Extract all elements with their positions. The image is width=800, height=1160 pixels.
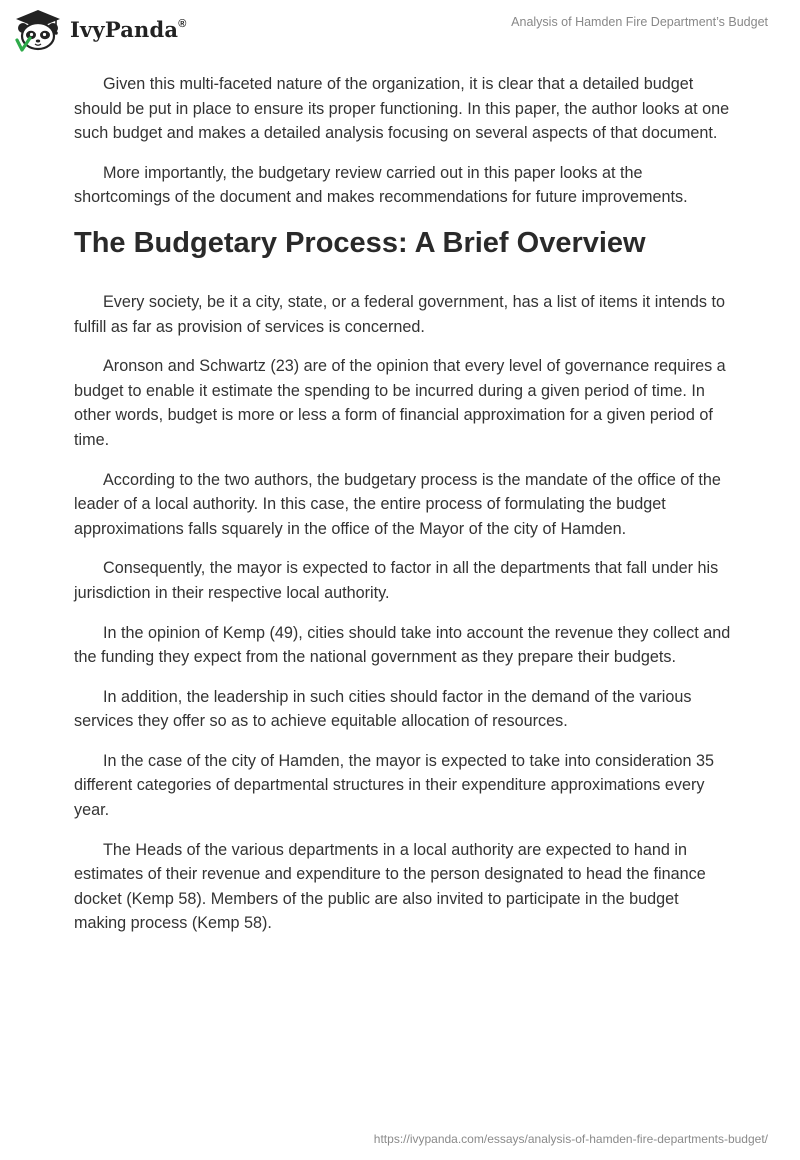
paragraph: Aronson and Schwartz (23) are of the opinion that every level of governance requires a budget to enable it estimate the spending to be incurred during a given period of time. In other words, budget is more or less a form of financial approximation for a given period of time. <box>74 357 726 449</box>
page-header <box>0 0 800 70</box>
paragraph: In addition, the leadership in such cities should factor in the demand of the various services they offer so as to achieve equitable allocation of resources. <box>74 687 692 731</box>
paragraph: More importantly, the budgetary review carried out in this paper looks at the shortcomings of the document and makes recommendations for future improvements. <box>74 163 688 207</box>
panda-graduation-cap-icon <box>14 8 62 54</box>
brand-logo[interactable] <box>14 8 187 54</box>
paragraph: In the case of the city of Hamden, the mayor is expected to take into consideration 35 different categories of departmental structures in their expenditure approximations every year. <box>74 751 714 820</box>
paragraph: Consequently, the mayor is expected to factor in all the departments that fall under his jurisdiction in their respective local authority. <box>74 559 719 602</box>
section-heading: The Budgetary Process: A Brief Overview <box>74 226 646 259</box>
essay-body <box>74 72 734 951</box>
paragraph: Given this multi-faceted nature of the organization, it is clear that a detailed budget should be put in place to ensure its proper functioning. In this paper, the author looks at one such budget and makes a detailed analysis focusing on several aspects of that document. <box>74 75 730 143</box>
paragraph: In the opinion of Kemp (49), cities should take into account the revenue they collect and the funding they expect from the national government as they prepare their budgets. <box>74 623 731 667</box>
source-url[interactable]: https://ivypanda.com/essays/analysis-of-hamden-fire-departments-budget/ <box>373 1132 768 1146</box>
paragraph: The Heads of the various departments in a local authority are expected to hand in estimates of their revenue and expenditure to the person designated to head the finance docket (Kemp 58). Members of the public are also invited to participate in the budget making process (Kemp 58). <box>74 840 706 933</box>
paragraph: Every society, be it a city, state, or a federal government, has a list of items it intends to fulfill as far as provision of services is concerned. <box>74 292 725 336</box>
brand-name: IvyPanda® <box>70 16 187 42</box>
paragraph: According to the two authors, the budgetary process is the mandate of the office of the leader of a local authority. In this case, the entire process of formulating the budget approximations falls squarely in the office of the Mayor of the city of Hamden. <box>74 470 721 538</box>
document-title: Analysis of Hamden Fire Department’s Budget <box>511 15 768 29</box>
